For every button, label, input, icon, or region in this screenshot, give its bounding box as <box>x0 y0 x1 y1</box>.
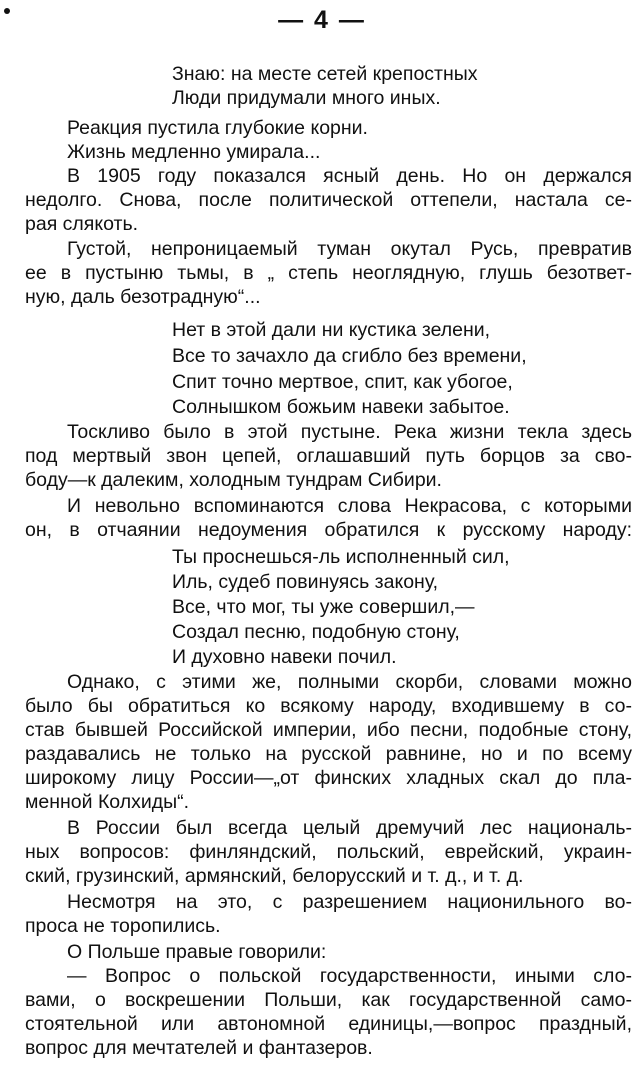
text-line: боду—к далеким, холодным тундрам Сибири. <box>25 469 442 491</box>
text-line: Жизнь медленно умирала... <box>67 141 321 163</box>
text-line: ский, грузинский, армянский, белорусский и т. д., и т. д. <box>25 865 524 887</box>
poem-line: Нет в этой дали ни кустика зелени, <box>172 319 491 341</box>
text-line: было бы обратиться ко всякому народу, входившему в со- <box>25 695 632 717</box>
text-line: стоятельной или автономной единицы,—вопрос праздный, <box>25 1013 632 1035</box>
poem-line: Ты проснешься-ль исполненный сил, <box>172 546 510 568</box>
text-line: широкому лицу России—„от финских хладных скал до пла- <box>25 767 632 789</box>
text-line: В России был всегда целый дремучий лес националь- <box>67 817 632 839</box>
text-line: рая слякоть. <box>25 213 139 235</box>
text-line: И невольно вспоминаются слова Некрасова, с которыми <box>67 495 632 517</box>
text-line: под мертвый звон цепей, оглашавший путь борцов за сво- <box>25 445 632 467</box>
text-line: Густой, непроницаемый туман окутал Русь, превратив <box>67 238 632 260</box>
poem-line: Спит точно мертвое, спит, как убогое, <box>172 371 513 393</box>
poem-line: Создал песню, подобную стону, <box>172 621 460 643</box>
text-line: проса не торопились. <box>25 915 221 937</box>
text-line: недолго. Снова, после политической оттепели, настала се- <box>25 189 632 211</box>
text-line: раздавались не только на русской равнине, но и по всему <box>25 743 632 765</box>
text-line: ее в пустыню тьмы, в „ степь неоглядную, глушь безответ- <box>25 262 632 284</box>
text-line: О Польше правые говорили: <box>67 941 327 963</box>
text-line: ных вопросов: финляндский, польский, еврейский, украин- <box>25 841 632 863</box>
text-line: Однако, с этими же, полными скорби, словами можно <box>67 671 632 693</box>
poem-line: Солнышком божьим навеки забытое. <box>172 396 510 418</box>
poem-line: Люди придумали много иных. <box>172 87 441 109</box>
text-line: он, в отчаянии недоумения обратился к русскому народу: <box>25 519 632 541</box>
text-line: вопрос для мечтателей и фантазеров. <box>25 1037 373 1059</box>
text-line: став бывшей Российской империи, ибо песни, подобные стону, <box>25 719 632 741</box>
text-line: вами, о воскрешении Польши, как государственной само- <box>25 989 632 1011</box>
poem-line: Все, что мог, ты уже совершил,— <box>172 596 475 618</box>
text-line: менной Колхиды“. <box>25 791 190 813</box>
text-line: — Вопрос о польской государственности, иными сло- <box>67 965 632 987</box>
poem-line: Иль, судеб повинуясь закону, <box>172 571 439 593</box>
text-line: Несмотря на это, с разрешением национильного во- <box>67 891 632 913</box>
poem-line: И духовно навеки почил. <box>172 646 397 668</box>
text-line: В 1905 году показался ясный день. Но он держался <box>67 165 632 187</box>
poem-line: Знаю: на месте сетей крепостных <box>172 63 478 85</box>
text-line: ную, даль безотрадную“... <box>25 286 261 308</box>
page-number: — 4 — <box>278 6 366 34</box>
text-line: Реакция пустила глубокие корни. <box>67 117 368 139</box>
text-line: Тоскливо было в этой пустыне. Река жизни текла здесь <box>67 421 632 443</box>
poem-line: Все то зачахло да сгибло без времени, <box>172 345 527 367</box>
